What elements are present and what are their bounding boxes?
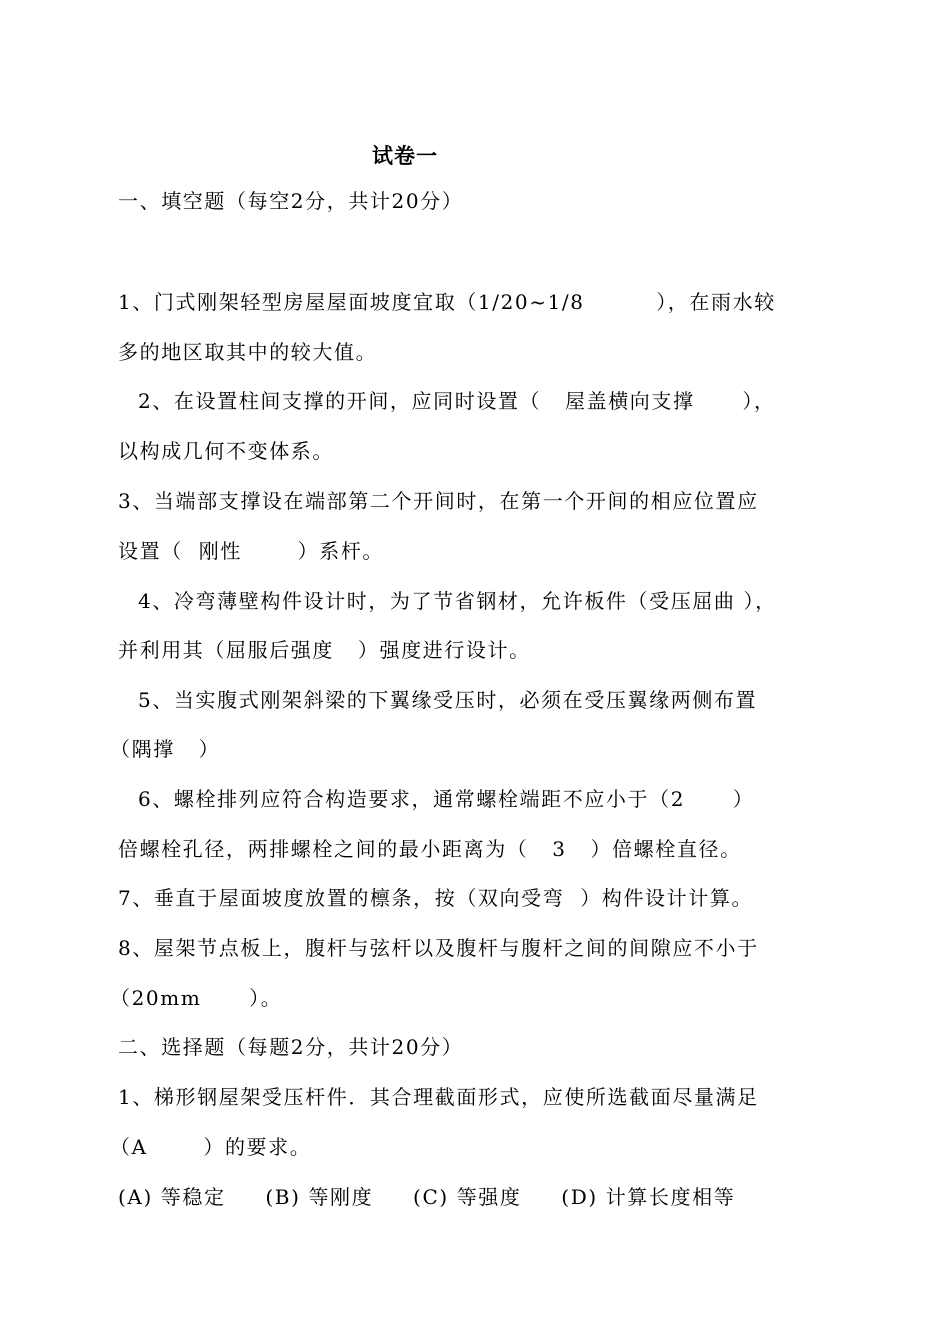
fill-blank-q2-line1: 2、在设置柱间支撑的开间，应同时设置（ 屋盖横向支撑 ）， bbox=[138, 389, 776, 413]
choice-q1-line2: （A ）的要求。 bbox=[110, 1135, 312, 1159]
fill-blank-q4-line2: 并利用其（屈服后强度 ）强度进行设计。 bbox=[118, 638, 531, 662]
choice-q1-options: (A) 等稳定 (B) 等刚度 (C) 等强度 (D) 计算长度相等 bbox=[118, 1185, 736, 1209]
fill-blank-q3-line1: 3、当端部支撑设在端部第二个开间时，在第一个开间的相应位置应 bbox=[118, 489, 759, 513]
fill-blank-q2-line2: 以构成几何不变体系。 bbox=[118, 439, 334, 463]
fill-blank-q6-line2: 倍螺栓孔径，两排螺栓之间的最小距离为（ 3 ）倍螺栓直径。 bbox=[118, 837, 742, 861]
page-title: 试卷一 bbox=[372, 143, 438, 168]
fill-blank-q4-line1: 4、冷弯薄壁构件设计时，为了节省钢材，允许板件（受压屈曲 ）， bbox=[138, 589, 777, 613]
fill-blank-q1-line1: 1、门式刚架轻型房屋屋面坡度宜取（1/20~1/8 ），在雨水较 bbox=[118, 290, 776, 314]
fill-blank-q7-line1: 7、垂直于屋面坡度放置的檩条，按（双向受弯 ）构件设计计算。 bbox=[118, 886, 754, 910]
fill-blank-q5-line2: （隅撑 ） bbox=[110, 737, 221, 761]
fill-blank-q3-line2: 设置（ 刚性 ）系杆。 bbox=[118, 539, 385, 563]
fill-blank-q8-line1: 8、屋架节点板上，腹杆与弦杆以及腹杆与腹杆之间的间隙应不小于 bbox=[118, 936, 759, 960]
fill-blank-q5-line1: 5、当实腹式刚架斜梁的下翼缘受压时，必须在受压翼缘两侧布置 bbox=[138, 688, 758, 712]
choice-q1-line1: 1、梯形钢屋架受压杆件．其合理截面形式，应使所选截面尽量满足 bbox=[118, 1085, 759, 1109]
section2-heading: 二、选择题（每题2分，共计20分） bbox=[118, 1035, 464, 1059]
fill-blank-q8-line2: （20mm ）。 bbox=[110, 986, 283, 1010]
fill-blank-q1-line2: 多的地区取其中的较大值。 bbox=[118, 340, 378, 364]
fill-blank-q6-line1: 6、螺栓排列应符合构造要求，通常螺栓端距不应小于（2 ） bbox=[138, 787, 755, 811]
section1-heading: 一、填空题（每空2分，共计20分） bbox=[118, 189, 464, 213]
